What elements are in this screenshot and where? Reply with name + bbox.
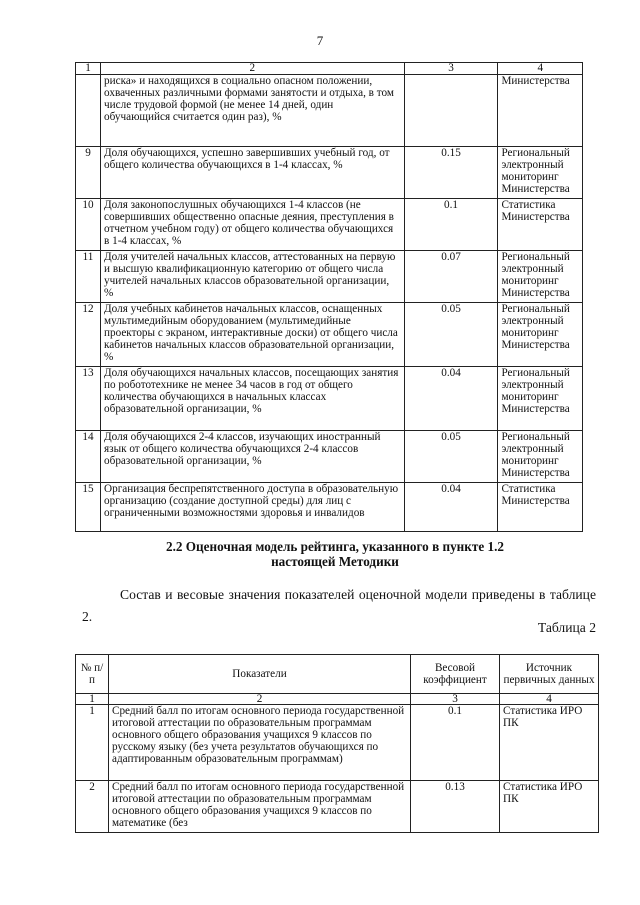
row-number: 14	[76, 431, 101, 483]
data-source: Региональный электронный мониторинг Министерства	[498, 147, 583, 199]
weight-value: 0.04	[404, 367, 498, 431]
table-row	[76, 431, 583, 483]
indicator-text: Доля обучающихся, успешно завершивших учебный год, от общего количества обучающихся в 1-4 классах, %	[101, 147, 405, 199]
table-row	[76, 303, 583, 367]
page-number: 7	[316, 33, 324, 48]
weight-value	[404, 75, 498, 147]
header-cell: 4	[498, 63, 583, 75]
header-cell: 2	[101, 63, 405, 75]
data-source: Статистика ИРО ПК	[500, 781, 599, 833]
table-row	[76, 75, 583, 147]
weight-value: 0.1	[411, 705, 500, 781]
table-row	[76, 483, 583, 532]
indicator-text: Средний балл по итогам основного периода государственной итоговой аттестации по образовательным программам основного общего образования учащихся 9 классов по русскому языку (без учета результатов обучающихся по адаптированным образовательным программам)	[109, 705, 411, 781]
weight-value: 0.05	[404, 431, 498, 483]
table-row	[76, 199, 583, 251]
row-number: 2	[76, 781, 109, 833]
rating-model-table	[75, 654, 599, 833]
header-cell-source: Источник первичных данных	[500, 655, 599, 694]
weight-value: 0.05	[404, 303, 498, 367]
indicator-text: Доля учебных кабинетов начальных классов, оснащенных мультимедийным оборудованием (мультимедийные проекторы с экраном, интерактивные доски) от общего числа кабинетов начальных классов образовательной организации, %	[101, 303, 405, 367]
data-source: Региональный электронный мониторинг Министерства	[498, 367, 583, 431]
table-header-row	[76, 63, 583, 75]
row-number: 12	[76, 303, 101, 367]
row-number: 11	[76, 251, 101, 303]
weight-value: 0.13	[411, 781, 500, 833]
weight-value: 0.1	[404, 199, 498, 251]
row-number: 9	[76, 147, 101, 199]
table-row	[76, 705, 599, 781]
table-caption: Таблица 2	[537, 620, 596, 635]
header-cell-weight: Весовой коэффициент	[411, 655, 500, 694]
column-number-row	[76, 694, 599, 705]
header-cell-number: № п/п	[76, 655, 109, 694]
indicator-text: риска» и находящихся в социально опасном положении, охваченных различными формами занятости и отдыха, в том числе трудовой формой (не менее 14 дней, один обучающийся считается один раз), %	[101, 75, 405, 147]
row-number	[76, 75, 101, 147]
indicator-text: Доля законопослушных обучающихся 1-4 классов (не совершивших общественно опасные деяния, преступления в отчетном учебном году) от общего количества обучающихся в 1-4 классах, %	[101, 199, 405, 251]
table-header-row	[76, 655, 599, 694]
header-cell: 1	[76, 63, 101, 75]
weight-value: 0.04	[404, 483, 498, 532]
section-title-line: 2.2 Оценочная модель рейтинга, указанного в пункте 1.2	[166, 539, 504, 554]
indicator-text: Доля обучающихся 2-4 классов, изучающих иностранный язык от общего количества обучающихся 2-4 классов образовательной организации, %	[101, 431, 405, 483]
row-number: 13	[76, 367, 101, 431]
weight-value: 0.07	[404, 251, 498, 303]
data-source: Министерства	[498, 75, 583, 147]
data-source: Статистика ИРО ПК	[500, 705, 599, 781]
indicator-text: Доля обучающихся начальных классов, посещающих занятия по робототехнике не менее 34 часов в год от общего количества обучающихся в начальных классах образовательной организации, %	[101, 367, 405, 431]
data-source: Региональный электронный мониторинг Министерства	[498, 251, 583, 303]
row-number: 1	[76, 705, 109, 781]
data-source: Статистика Министерства	[498, 483, 583, 532]
data-source: Статистика Министерства	[498, 199, 583, 251]
section-title	[75, 540, 595, 569]
column-number: 2	[109, 694, 411, 705]
weight-value: 0.15	[404, 147, 498, 199]
table-row	[76, 251, 583, 303]
column-number: 4	[500, 694, 599, 705]
indicator-text: Доля учителей начальных классов, аттестованных на первую и высшую квалификационную категорию от общего числа учителей начальных классов образовательной организации, %	[101, 251, 405, 303]
indicator-text: Средний балл по итогам основного периода государственной итоговой аттестации по образовательным программам основного общего образования учащихся 9 классов по математике (без	[109, 781, 411, 833]
column-number: 1	[76, 694, 109, 705]
row-number: 10	[76, 199, 101, 251]
table-row	[76, 147, 583, 199]
section-title-line: настоящей Методики	[271, 553, 399, 569]
data-source: Региональный электронный мониторинг Министерства	[498, 303, 583, 367]
body-paragraph: Состав и весовые значения показателей оценочной модели приведены в таблице 2.	[82, 587, 596, 624]
header-cell: 3	[404, 63, 498, 75]
row-number: 15	[76, 483, 101, 532]
table-row	[76, 781, 599, 833]
indicator-text: Организация беспрепятственного доступа в образовательную организацию (создание доступной среды) для лиц с ограниченными возможностями здоровья и инвалидов	[101, 483, 405, 532]
table-row	[76, 367, 583, 431]
header-cell-indicators: Показатели	[109, 655, 411, 694]
indicators-table-continued	[75, 62, 583, 532]
column-number: 3	[411, 694, 500, 705]
data-source: Региональный электронный мониторинг Министерства	[498, 431, 583, 483]
